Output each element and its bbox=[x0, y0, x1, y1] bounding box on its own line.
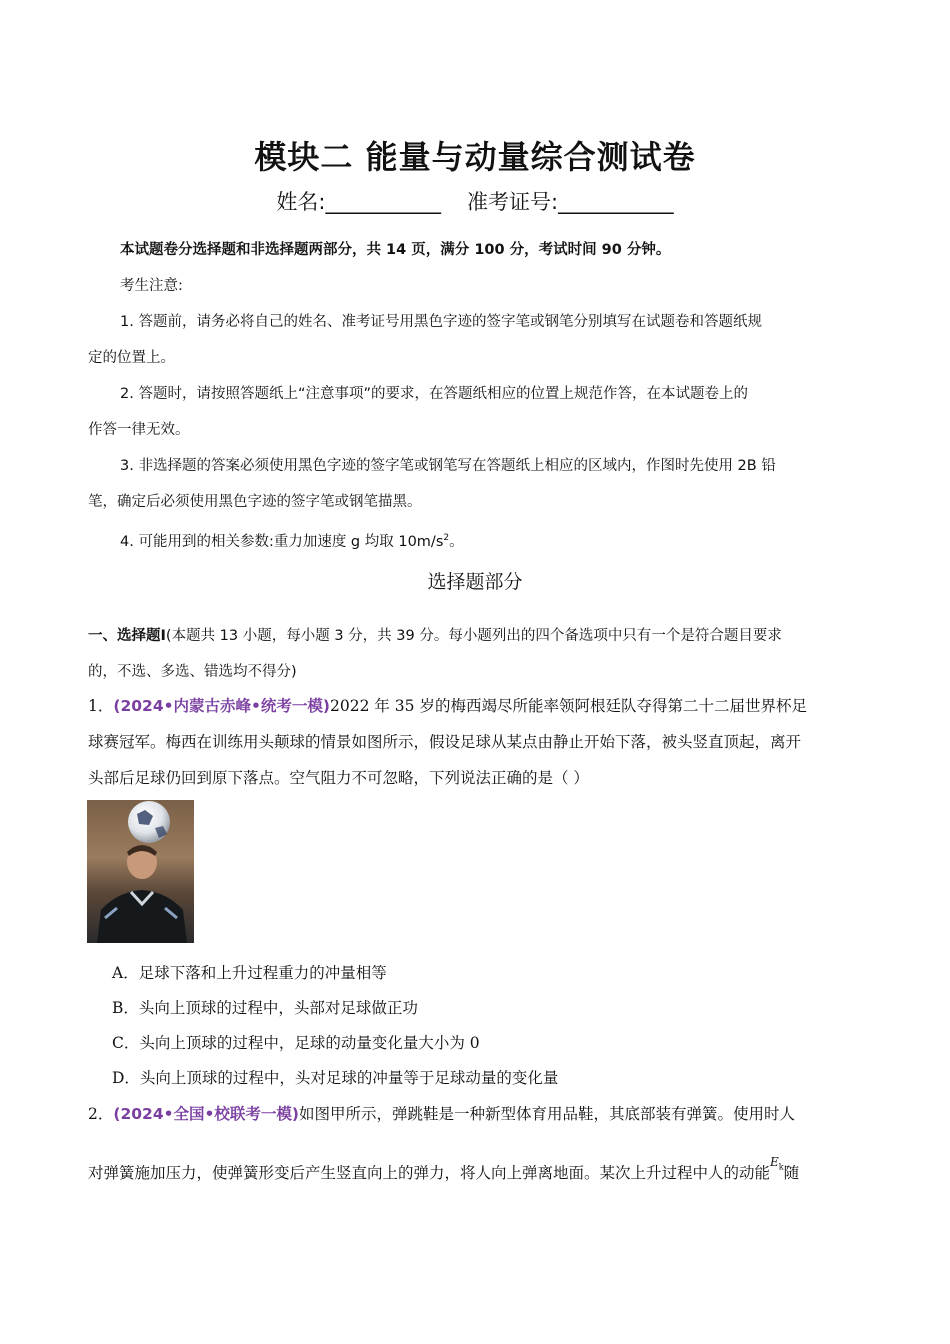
notice-heading: 考生注意: bbox=[120, 278, 183, 294]
section-title: 选择题部分 bbox=[427, 571, 523, 593]
section-label: 一、选择题Ⅰ bbox=[88, 628, 166, 644]
q1-photo-header-ball bbox=[87, 800, 194, 943]
section-desc-2: 的，不选、多选、错选均不得分) bbox=[88, 664, 297, 680]
q1-option-d[interactable]: D．头向上顶球的过程中，头对足球的冲量等于足球动量的变化量 bbox=[112, 1069, 559, 1087]
q2-number: 2． bbox=[88, 1105, 114, 1123]
q1-number: 1． bbox=[88, 697, 114, 715]
q1-options bbox=[112, 956, 872, 1096]
section-desc: (本题共 13 小题，每小题 3 分，共 39 分。每小题列出的四个备选项中只有一个是符合题目要求 bbox=[165, 628, 782, 644]
q2-source: (2024•全国•校联考一模) bbox=[113, 1105, 299, 1123]
notice-item-4: 4. 可能用到的相关参数:重力加速度 g 均取 $10m/s^2$。 bbox=[120, 533, 464, 550]
intro-summary: 本试题卷分选择题和非选择题两部分，共 14 页，满分 100 分，考试时间 90 分钟。 bbox=[120, 242, 671, 258]
notice-item-1b: 定的位置上。 bbox=[88, 350, 175, 366]
q1-source: (2024•内蒙古赤峰•统考一模) bbox=[113, 697, 330, 715]
page-title: 模块二 能量与动量综合测试卷 bbox=[254, 138, 696, 176]
instructions bbox=[88, 232, 868, 560]
q1-option-a[interactable]: A．足球下落和上升过程重力的冲量相等 bbox=[112, 964, 387, 982]
q1-option-b[interactable]: B．头向上顶球的过程中，头部对足球做正功 bbox=[112, 999, 418, 1017]
name-field-label: 姓名:___________ bbox=[276, 190, 441, 214]
q1-option-c[interactable]: C．头向上顶球的过程中，足球的动量变化量大小为 0 bbox=[112, 1034, 480, 1052]
question-2: 2．(2024•全国•校联考一模)如图甲所示，弹跳鞋是一种新型体育用品鞋，其底部装有弹簧。使用时人 对弹簧施加压力，使弹簧形变后产生竖直向上的弹力，将人向上弹离地面。某次上升过程中人的动能$^{E_k}$随 bbox=[88, 1105, 800, 1182]
player-heading-ball-image bbox=[87, 800, 194, 943]
notice-item-1a: 1. 答题前，请务必将自己的姓名、准考证号用黑色字迹的签字笔或钢笔分别填写在试题卷和答题纸规 bbox=[120, 314, 762, 330]
candidate-info bbox=[0, 186, 950, 216]
question-1: 1．(2024•内蒙古赤峰•统考一模)2022 年 35 岁的梅西竭尽所能率领阿根廷队夺得第二十二届世界杯足 球赛冠军。梅西在训练用头颠球的情景如图所示，假设足球从某点由静止开始下落，被头竖直顶起，离开 头部后足球仍回到原下落点。空气阻力不可忽略，下列说法正确的是（ ） bbox=[88, 697, 807, 787]
notice-item-3b: 笔，确定后必须使用黑色字迹的签字笔或钢笔描黑。 bbox=[88, 494, 422, 510]
kinetic-energy-symbol: Ek bbox=[770, 1155, 784, 1172]
notice-item-2a: 2. 答题时，请按照答题纸上“注意事项”的要求，在答题纸相应的位置上规范作答，在本试题卷上的 bbox=[120, 386, 748, 402]
section-heading bbox=[88, 618, 868, 690]
notice-item-3a: 3. 非选择题的答案必须使用黑色字迹的签字笔或钢笔写在答题纸上相应的区域内，作图时先使用 2B 铅 bbox=[120, 458, 776, 474]
notice-item-2b: 作答一律无效。 bbox=[88, 422, 190, 438]
exam-id-field-label: 准考证号:___________ bbox=[467, 190, 674, 214]
